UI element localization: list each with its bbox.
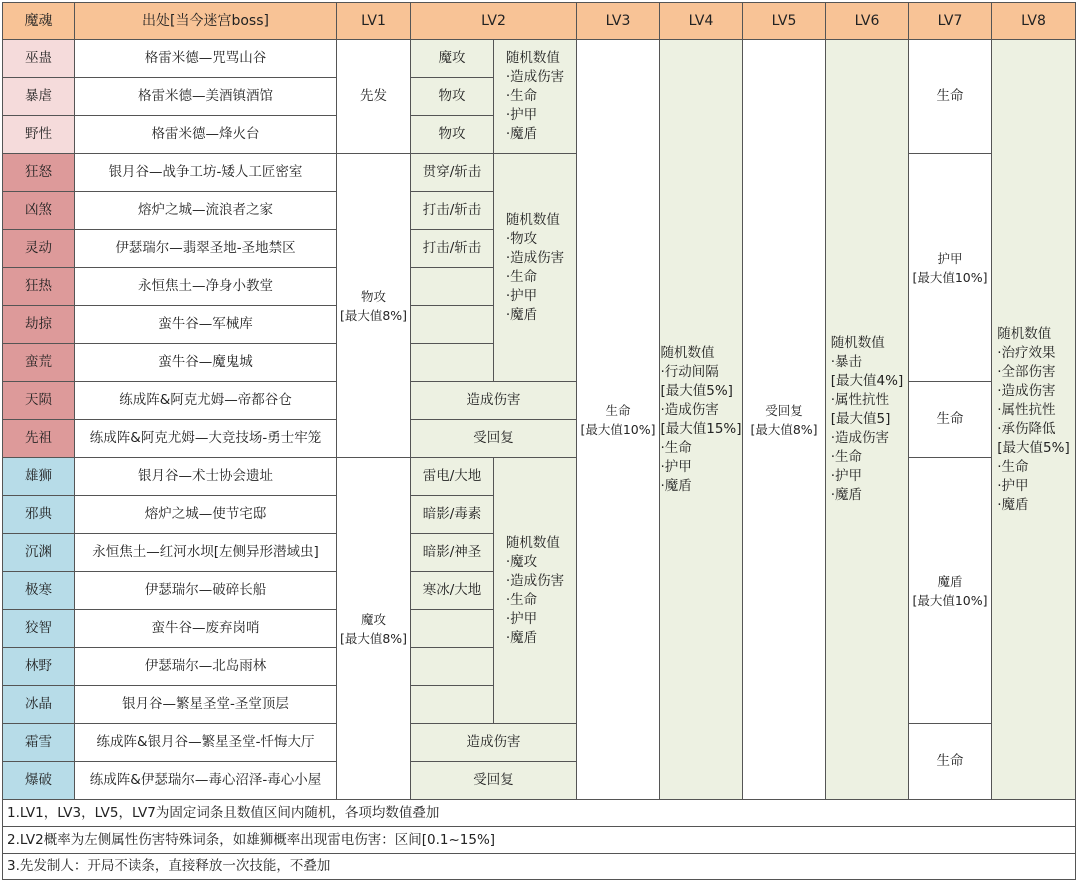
lv2-element: 暗影/毒素 <box>411 496 494 534</box>
table-row <box>3 458 1076 496</box>
lv2-random: 随机数值 ·造成伤害 ·生命 ·护甲 ·魔盾 <box>494 40 577 154</box>
lv2-element: 造成伤害 <box>411 724 577 762</box>
header-lv7: LV7 <box>909 3 992 40</box>
header-source: 出处[当今迷宫boss] <box>75 3 337 40</box>
lv7-cell: 生命 <box>909 382 992 458</box>
lv1-cell: 物攻 [最大值8%] <box>337 154 411 458</box>
lv7-cell: 魔盾 [最大值10%] <box>909 458 992 724</box>
table-row <box>3 40 1076 78</box>
soul-name: 狂热 <box>3 268 75 306</box>
soul-source: 永恒焦土—净身小教堂 <box>75 268 337 306</box>
header-soul: 魔魂 <box>3 3 75 40</box>
footnote-1: 1.LV1，LV3，LV5，LV7为固定词条且数值区间内随机，各项均数值叠加 <box>3 800 1076 827</box>
soul-source: 练成阵&阿克尤姆—帝都谷仓 <box>75 382 337 420</box>
lv2-element: 打击/斩击 <box>411 230 494 268</box>
soul-source: 蛮牛谷—废弃岗哨 <box>75 610 337 648</box>
lv2-element: 物攻 <box>411 78 494 116</box>
soul-name: 巫蛊 <box>3 40 75 78</box>
soul-name: 凶煞 <box>3 192 75 230</box>
lv7-cell: 生命 <box>909 40 992 154</box>
lv1-cell: 魔攻 [最大值8%] <box>337 458 411 800</box>
lv2-element: 暗影/神圣 <box>411 534 494 572</box>
footnote-2: 2.LV2概率为左侧属性伤害特殊词条，如雄狮概率出现雷电伤害：区间[0.1~15%] <box>3 827 1076 854</box>
soul-source: 熔炉之城—流浪者之家 <box>75 192 337 230</box>
soul-source: 永恒焦土—红河水坝[左侧异形潜域虫] <box>75 534 337 572</box>
lv2-element <box>411 686 494 724</box>
header-lv4: LV4 <box>660 3 743 40</box>
header-lv6: LV6 <box>826 3 909 40</box>
footnote-row <box>3 827 1076 854</box>
soul-name: 冰晶 <box>3 686 75 724</box>
soul-name: 天陨 <box>3 382 75 420</box>
lv2-element: 受回复 <box>411 420 577 458</box>
soul-source: 银月谷—战争工坊-矮人工匠密室 <box>75 154 337 192</box>
header-lv8: LV8 <box>992 3 1076 40</box>
soul-source: 伊瑟瑞尔—北岛雨林 <box>75 648 337 686</box>
lv2-random: 随机数值 ·物攻 ·造成伤害 ·生命 ·护甲 ·魔盾 <box>494 154 577 382</box>
soul-name: 霜雪 <box>3 724 75 762</box>
soul-source: 蛮牛谷—魔鬼城 <box>75 344 337 382</box>
soul-source: 练成阵&伊瑟瑞尔—毒心沼泽-毒心小屋 <box>75 762 337 800</box>
header-lv3: LV3 <box>577 3 660 40</box>
header-lv5: LV5 <box>743 3 826 40</box>
soul-name: 劫掠 <box>3 306 75 344</box>
lv2-element: 贯穿/斩击 <box>411 154 494 192</box>
soul-name: 林野 <box>3 648 75 686</box>
lv8-cell: 随机数值 ·治疗效果 ·全部伤害 ·造成伤害 ·属性抗性 ·承伤降低 [最大值5%] ·生命 ·护甲 ·魔盾 <box>992 40 1076 800</box>
lv2-element <box>411 610 494 648</box>
lv7-cell: 护甲 [最大值10%] <box>909 154 992 382</box>
table-row <box>3 724 1076 762</box>
lv2-element: 魔攻 <box>411 40 494 78</box>
soul-source: 练成阵&银月谷—繁星圣堂-忏悔大厅 <box>75 724 337 762</box>
footnote-row <box>3 800 1076 827</box>
soul-source: 伊瑟瑞尔—翡翠圣地-圣地禁区 <box>75 230 337 268</box>
soul-name: 爆破 <box>3 762 75 800</box>
lv2-element: 打击/斩击 <box>411 192 494 230</box>
lv3-cell: 生命 [最大值10%] <box>577 40 660 800</box>
soul-source: 格雷米德—烽火台 <box>75 116 337 154</box>
soul-source: 格雷米德—咒骂山谷 <box>75 40 337 78</box>
table-row <box>3 154 1076 192</box>
lv2-random: 随机数值 ·魔攻 ·造成伤害 ·生命 ·护甲 ·魔盾 <box>494 458 577 724</box>
lv2-element <box>411 344 494 382</box>
table-row <box>3 382 1076 420</box>
soul-name: 雄狮 <box>3 458 75 496</box>
footnote-row <box>3 854 1076 880</box>
soul-source: 伊瑟瑞尔—破碎长船 <box>75 572 337 610</box>
soul-name: 狂怒 <box>3 154 75 192</box>
lv6-cell: 随机数值 ·暴击 [最大值4%] ·属性抗性 [最大值5] ·造成伤害 ·生命 ·护甲 ·魔盾 <box>826 40 909 800</box>
lv2-element: 受回复 <box>411 762 577 800</box>
soul-source: 熔炉之城—使节宅邸 <box>75 496 337 534</box>
soul-name: 灵动 <box>3 230 75 268</box>
lv2-element: 造成伤害 <box>411 382 577 420</box>
header-lv1: LV1 <box>337 3 411 40</box>
soul-source: 格雷米德—美酒镇酒馆 <box>75 78 337 116</box>
soul-source: 银月谷—术士协会遗址 <box>75 458 337 496</box>
footnote-3: 3.先发制人：开局不读条，直接释放一次技能，不叠加 <box>3 854 1076 880</box>
soul-source: 银月谷—繁星圣堂-圣堂顶层 <box>75 686 337 724</box>
lv2-element <box>411 306 494 344</box>
lv7-cell: 生命 <box>909 724 992 800</box>
lv4-cell: 随机数值 ·行动间隔 [最大值5%] ·造成伤害 [最大值15%] ·生命 ·护甲 ·魔盾 <box>660 40 743 800</box>
soul-name: 暴虐 <box>3 78 75 116</box>
soul-name: 狡智 <box>3 610 75 648</box>
soul-source: 蛮牛谷—军械库 <box>75 306 337 344</box>
soul-table <box>2 2 1076 880</box>
header-row <box>3 3 1076 40</box>
lv2-element <box>411 268 494 306</box>
soul-name: 沉渊 <box>3 534 75 572</box>
lv5-cell: 受回复 [最大值8%] <box>743 40 826 800</box>
soul-name: 蛮荒 <box>3 344 75 382</box>
soul-name: 邪典 <box>3 496 75 534</box>
soul-name: 野性 <box>3 116 75 154</box>
header-lv2: LV2 <box>411 3 577 40</box>
lv2-element: 寒冰/大地 <box>411 572 494 610</box>
lv1-cell: 先发 <box>337 40 411 154</box>
soul-name: 先祖 <box>3 420 75 458</box>
lv2-element: 雷电/大地 <box>411 458 494 496</box>
soul-source: 练成阵&阿克尤姆—大竞技场-勇士牢笼 <box>75 420 337 458</box>
soul-name: 极寒 <box>3 572 75 610</box>
lv2-element: 物攻 <box>411 116 494 154</box>
lv2-element <box>411 648 494 686</box>
